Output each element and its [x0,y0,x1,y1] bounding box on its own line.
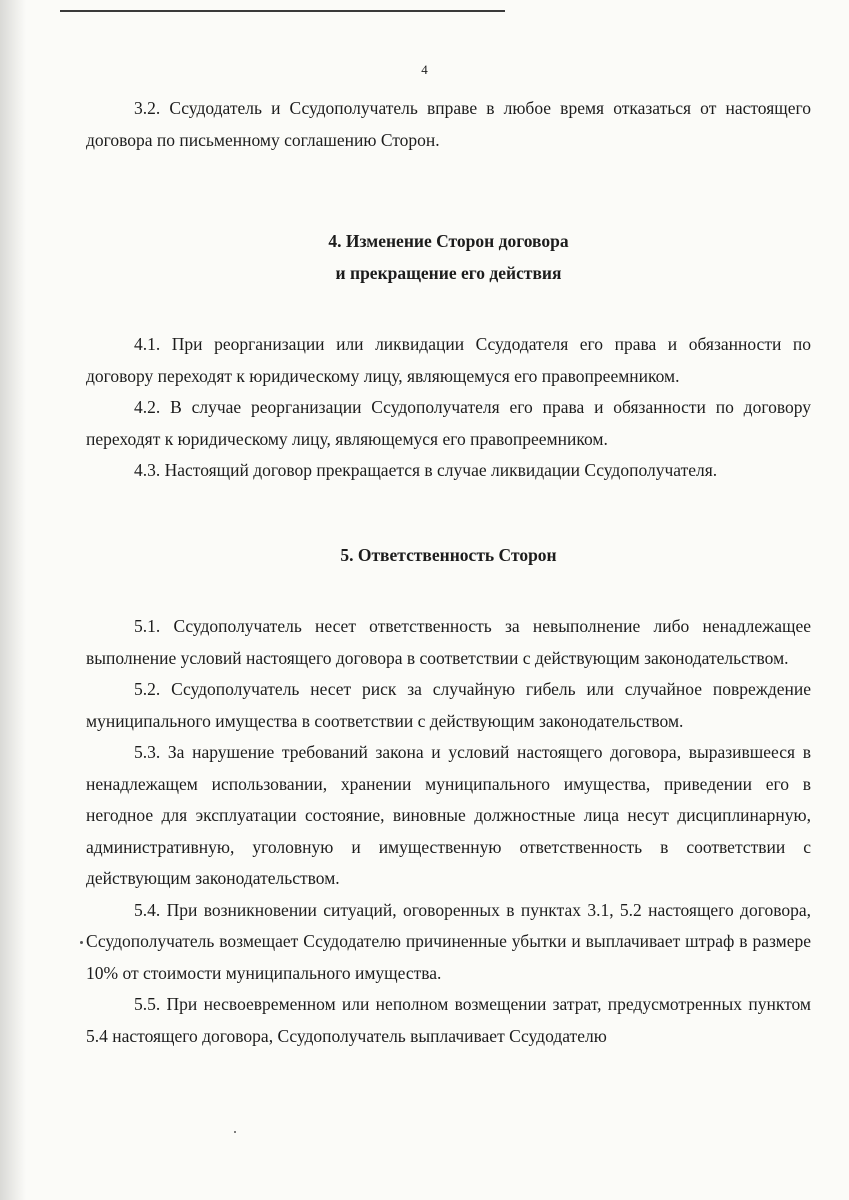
scan-speck [234,1131,236,1133]
section-4-heading-line2: и прекращение его действия [335,262,562,283]
section-5-heading: 5. Ответственность Сторон [340,544,557,565]
clause-3-2: 3.2. Ссудодатель и Ссудополучатель вправе в любое время отказаться от настоящего договора по письменному соглашению Сторон. [86,98,811,150]
clause-5-3: 5.3. За нарушение требований закона и условий настоящего договора, выразившееся в ненадлежащем использовании, хранении муниципального имущества, приведении его в негодное для эксплуатации состояние, виновные должностные лица несут дисциплинарную, административную, уголовную и имущественную ответственность в соответствии с действующим законодательством. [86,742,811,888]
top-edge-line [60,10,505,12]
clause-4-3: 4.3. Настоящий договор прекращается в случае ликвидации Ссудополучателя. [134,460,718,480]
clause-5-2: 5.2. Ссудополучатель несет риск за случайную гибель или случайное повреждение муниципального имущества в соответствии с действующим законодательством. [86,679,811,731]
clause-5-5: 5.5. При несвоевременном или неполном возмещении затрат, предусмотренных пунктом 5.4 настоящего договора, Ссудополучатель выплачивает Ссудодателю [86,994,811,1046]
scan-speck [80,941,83,944]
scan-shadow-edge [0,0,26,1200]
clause-5-4: 5.4. При возникновении ситуаций, оговоренных в пунктах 3.1, 5.2 настоящего договора, Ссудополучатель возмещает Ссудодателю причиненные убытки и выплачивает штраф в размере 10% от стоимости муниципального имущества. [86,899,811,983]
section-4-heading-line1: 4. Изменение Сторон договора [328,231,569,251]
clause-4-2: 4.2. В случае реорганизации Ссудополучателя его права и обязанности по договору переходят к юридическому лицу, являющемуся его правопреемником. [86,397,811,449]
page-number: 4 [421,62,428,77]
section-4-heading [86,226,811,289]
clause-5-1: 5.1. Ссудополучатель несет ответственность за невыполнение либо ненадлежащее выполнение условий настоящего договора в соответствии с действующим законодательством. [86,616,811,668]
document-body [86,93,811,1052]
clause-4-1: 4.1. При реорганизации или ликвидации Ссудодателя его права и обязанности по договору переходят к юридическому лицу, являющемуся его правопреемником. [86,334,811,386]
